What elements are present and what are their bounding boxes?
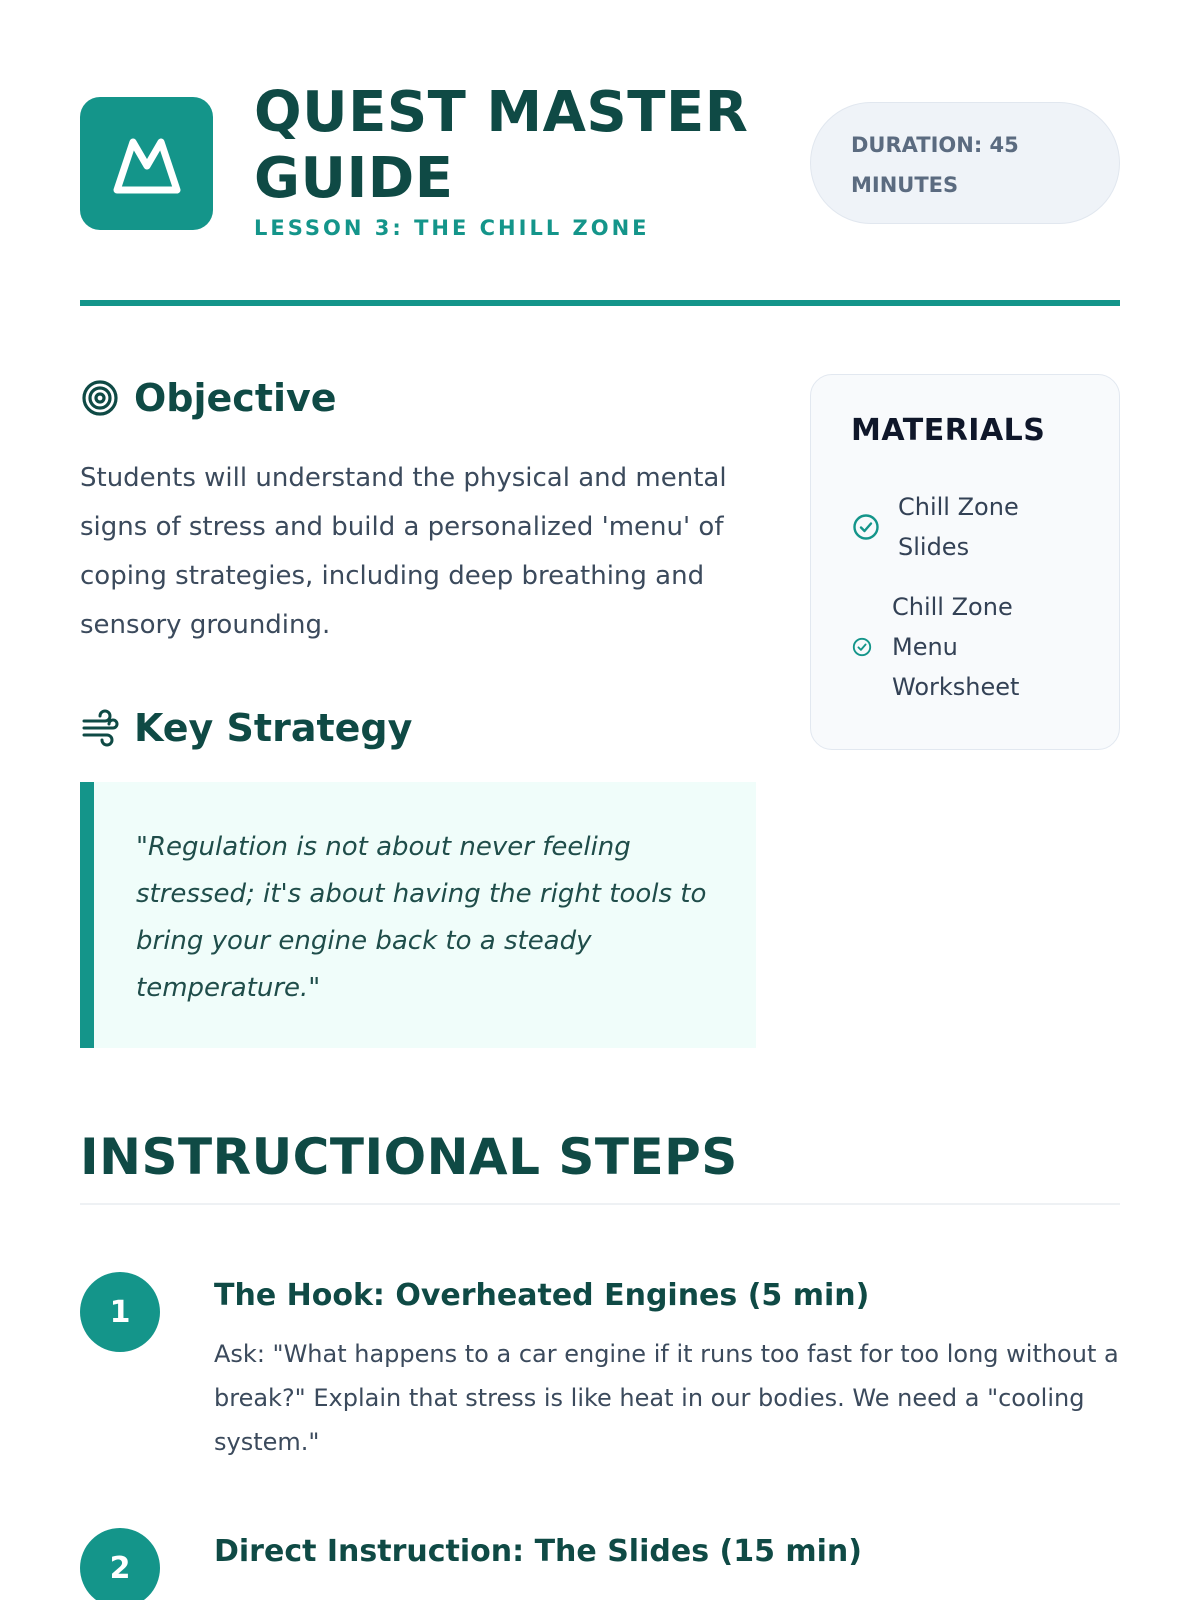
mountain-icon: [80, 97, 213, 230]
title-block: [254, 80, 794, 240]
material-item: [852, 487, 1082, 567]
step-title: The Hook: Overheated Engines (5 min): [214, 1278, 870, 1313]
strategy-quote-text: "Regulation is not about never feeling stressed; it's about having the right tools to bring your engine back to a steady temperature.": [136, 832, 707, 1003]
strategy-heading: [80, 706, 412, 750]
steps-heading: INSTRUCTIONAL STEPS: [80, 1128, 738, 1186]
target-icon: [80, 378, 120, 418]
duration-label: DURATION: 45: [851, 133, 1019, 157]
check-circle-icon: [852, 637, 872, 657]
step-body: Ask: "What happens to a car engine if it runs too fast for too long without a break?" Explain that stress is like heat in our bodies. We need a "cooling system.": [214, 1340, 1119, 1456]
step-number: 2: [80, 1528, 160, 1600]
step-number: 1: [80, 1272, 160, 1352]
objective-text: Students will understand the physical and mental signs of stress and build a personalized 'menu' of coping strategies, including deep breathing and sensory grounding.: [80, 463, 727, 640]
wind-icon: [80, 708, 120, 748]
step-title: Direct Instruction: The Slides (15 min): [214, 1534, 863, 1569]
duration-badge: [810, 102, 1120, 224]
page-header: [80, 80, 1120, 250]
header-divider: [80, 300, 1120, 306]
page-title: QUEST MASTER GUIDE: [254, 80, 749, 211]
check-circle-icon: [852, 513, 880, 541]
strategy-heading-text: Key Strategy: [134, 706, 413, 750]
material-item: [852, 587, 1082, 707]
duration-unit: MINUTES: [851, 173, 959, 197]
objective-heading: [80, 376, 337, 420]
lesson-subtitle: LESSON 3: THE CHILL ZONE: [254, 216, 650, 240]
objective-heading-text: Objective: [134, 376, 337, 420]
material-label: Chill Zone Slides: [898, 493, 1019, 561]
material-label: Chill Zone Menu Worksheet: [892, 593, 1020, 701]
steps-divider: [80, 1203, 1120, 1205]
materials-heading: MATERIALS: [851, 413, 1046, 448]
strategy-quote: [80, 782, 756, 1048]
